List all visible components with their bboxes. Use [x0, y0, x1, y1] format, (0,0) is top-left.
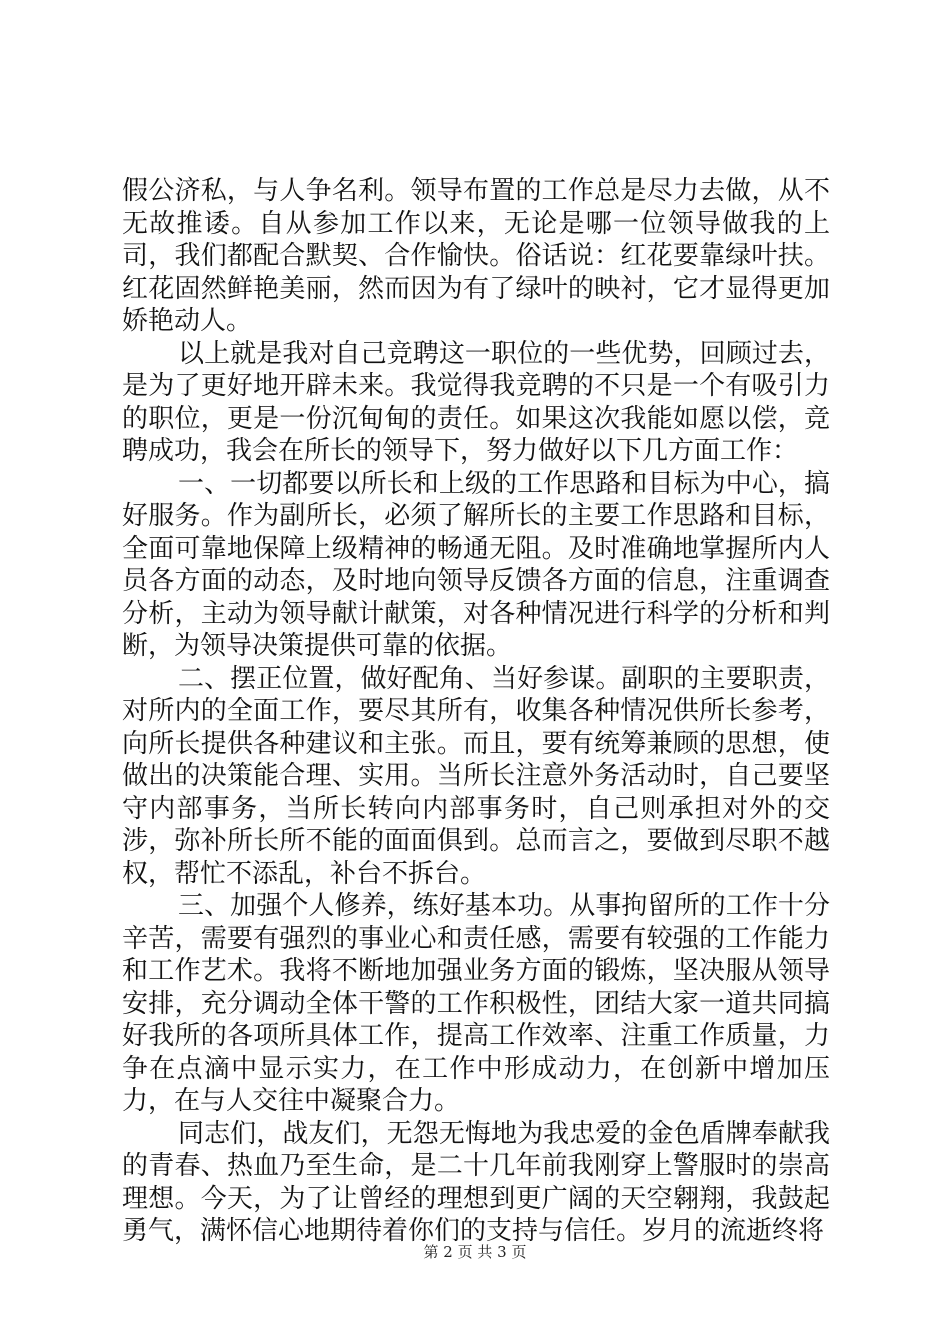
paragraph-continuation: 假公济私，与人争名利。领导布置的工作总是尽力去做，从不无故推诿。自从参加工作以来，无论是哪一位领导做我的上司，我们都配合默契、合作愉快。俗话说：红花要靠绿叶扶。红花固然鲜艳美丽，然而因为有了绿叶的映衬，它才显得更加娇艳动人。: [122, 176, 830, 336]
page-number-footer: 第 2 页 共 3 页: [423, 1243, 527, 1261]
document-body: [122, 175, 830, 1248]
paragraph-closing: 同志们，战友们，无怨无悔地为我忠爱的金色盾牌奉献我的青春、热血乃至生命，是二十几年前我刚穿上警服时的崇高理想。今天，为了让曾经的理想到更广阔的天空翱翔，我鼓起勇气，满怀信心地期待着你们的支持与信任。岁月的流逝终将: [122, 1118, 830, 1246]
paragraph-summary: 以上就是我对自己竞聘这一职位的一些优势，回顾过去，是为了更好地开辟未来。我觉得我竞聘的不只是一个有吸引力的职位，更是一份沉甸甸的责任。如果这次我能如愿以偿，竞聘成功，我会在所长的领导下，努力做好以下几方面工作：: [122, 338, 830, 466]
paragraph-point-one: 一、一切都要以所长和上级的工作思路和目标为中心，搞好服务。作为副所长，必须了解所长的主要工作思路和目标，全面可靠地保障上级精神的畅通无阻。及时准确地掌握所内人员各方面的动态，及时地向领导反馈各方面的信息，注重调查分析，主动为领导献计献策，对各种情况进行科学的分析和判断，为领导决策提供可靠的依据。: [122, 468, 830, 661]
paragraph-point-two: 二、摆正位置，做好配角、当好参谋。副职的主要职责，对所内的全面工作，要尽其所有，收集各种情况供所长参考，向所长提供各种建议和主张。而且，要有统筹兼顾的思想，使做出的决策能合理、实用。当所长注意外务活动时，自己要坚守内部事务，当所长转向内部事务时，自己则承担对外的交涉，弥补所长所不能的面面俱到。总而言之，要做到尽职不越权，帮忙不添乱，补台不拆台。: [122, 663, 830, 889]
paragraph-point-three: 三、加强个人修养，练好基本功。从事拘留所的工作十分辛苦，需要有强烈的事业心和责任感，需要有较强的工作能力和工作艺术。我将不断地加强业务方面的锻炼，坚决服从领导安排，充分调动全体干警的工作积极性，团结大家一道共同搞好我所的各项所具体工作，提高工作效率、注重工作质量，力争在点滴中显示实力，在工作中形成动力，在创新中增加压力，在与人交往中凝聚合力。: [122, 891, 830, 1116]
